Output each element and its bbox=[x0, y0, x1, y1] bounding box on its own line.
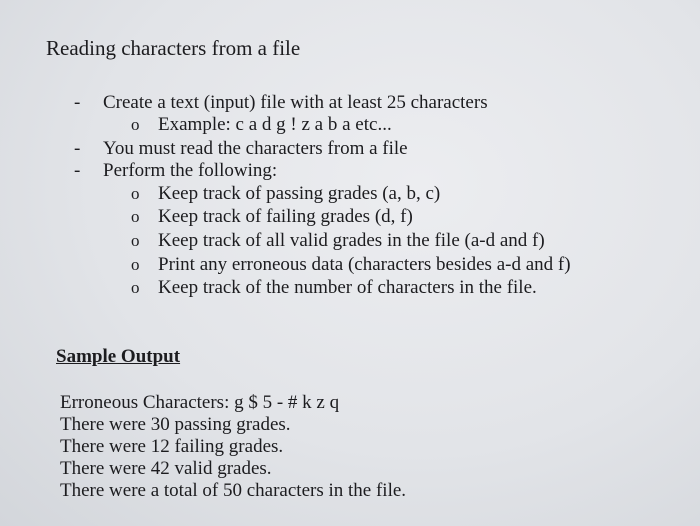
task-subitem: Keep track of passing grades (a, b, c) bbox=[158, 183, 441, 204]
example-subitem: Example: c a d g ! z a b a etc... bbox=[158, 114, 392, 135]
task-subitem: Keep track of all valid grades in the file (a-d and f) bbox=[158, 230, 545, 251]
sample-output-heading: Sample Output bbox=[56, 346, 181, 367]
circle-bullet-marker: o bbox=[131, 115, 140, 134]
instruction-item: Create a text (input) file with at least 25 characters bbox=[103, 92, 488, 113]
task-subitem: Keep track of failing grades (d, f) bbox=[158, 206, 413, 227]
circle-bullet-marker: o bbox=[131, 184, 140, 203]
circle-bullet-marker: o bbox=[131, 231, 140, 250]
dash-marker: - bbox=[74, 92, 81, 113]
task-subitem: Keep track of the number of characters in the file. bbox=[158, 277, 537, 298]
output-line: There were 30 passing grades. bbox=[60, 414, 291, 435]
circle-bullet-marker: o bbox=[131, 278, 140, 297]
instruction-item: Perform the following: bbox=[103, 160, 278, 181]
circle-bullet-marker: o bbox=[131, 207, 140, 226]
instruction-item: You must read the characters from a file bbox=[103, 138, 408, 159]
document-title: Reading characters from a file bbox=[46, 36, 301, 60]
circle-bullet-marker: o bbox=[131, 255, 140, 274]
output-line: There were 42 valid grades. bbox=[60, 458, 272, 479]
dash-marker: - bbox=[74, 160, 81, 181]
output-line: There were 12 failing grades. bbox=[60, 436, 284, 457]
task-subitem: Print any erroneous data (characters besides a-d and f) bbox=[158, 254, 571, 275]
dash-marker: - bbox=[74, 138, 81, 159]
output-line: There were a total of 50 characters in the file. bbox=[60, 480, 407, 501]
output-line: Erroneous Characters: g $ 5 - # k z q bbox=[60, 392, 340, 413]
